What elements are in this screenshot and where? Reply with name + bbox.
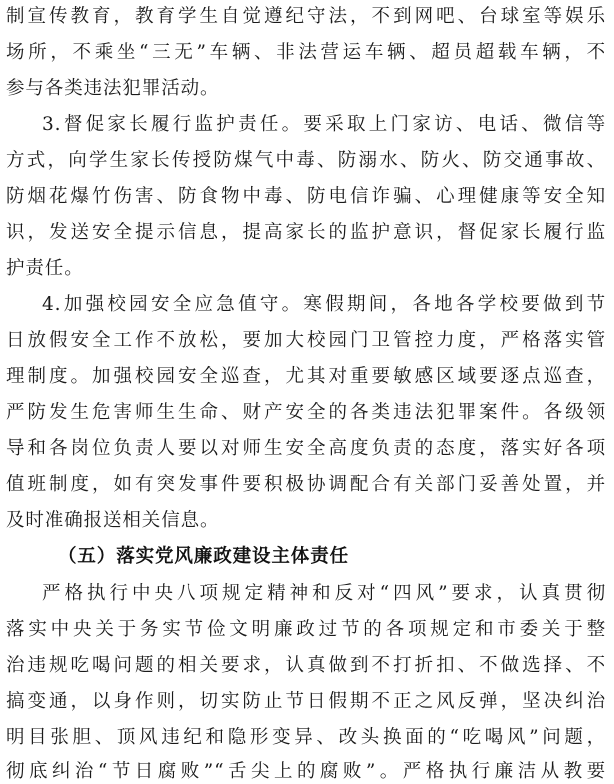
text-line: 场所，不乘坐“三无”车辆、非法营运车辆、超员超载车辆，不 (6, 42, 606, 63)
text-line: 及时准确报送相关信息。 (6, 510, 220, 531)
text-line: 导和各岗位负责人要以对师生安全高度负责的态度，落实好各项 (6, 438, 606, 459)
text-line: 参与各类违法犯罪活动。 (6, 78, 220, 99)
text-line: 方式，向学生家长传授防煤气中毒、防溺水、防火、防交通事故、 (6, 150, 606, 171)
text-line: 日放假安全工作不放松，要加大校园门卫管控力度，严格落实管 (6, 330, 606, 351)
text-line: 严防发生危害师生生命、财产安全的各类违法犯罪案件。各级领 (6, 402, 606, 423)
text-line: 明目张胆、顶风违纪和隐形变异、改头换面的“吃喝风”问题， (6, 727, 606, 748)
text-line: 落实中央关于务实节俭文明廉政过节的各项规定和市委关于整 (6, 619, 606, 640)
text-line: 搞变通，以身作则，切实防止节日假期不正之风反弹，坚决纠治 (6, 691, 606, 712)
text-line: 护责任。 (6, 258, 84, 279)
text-line: 制宣传教育，教育学生自觉遵纪守法，不到网吧、台球室等娱乐 (6, 6, 606, 27)
section-heading: （五）落实党风廉政建设主体责任 (58, 546, 350, 567)
text-line: 识，发送安全提示信息，提高家长的监护意识，督促家长履行监 (6, 222, 606, 243)
text-line: 彻底纠治“节日腐败”“舌尖上的腐败”。严格执行廉洁从教要 (6, 761, 606, 782)
text-line: 值班制度，如有突发事件要积极协调配合有关部门妥善处置，并 (6, 474, 606, 495)
text-line: 4.加强校园安全应急值守。寒假期间，各地各学校要做到节 (42, 294, 606, 315)
text-line: 3.督促家长履行监护责任。要采取上门家访、电话、微信等 (42, 114, 606, 135)
text-line: 防烟花爆竹伤害、防食物中毒、防电信诈骗、心理健康等安全知 (6, 186, 606, 207)
text-line: 严格执行中央八项规定精神和反对“四风”要求，认真贯彻 (42, 583, 606, 604)
text-line: 治违规吃喝问题的相关要求，认真做到不打折扣、不做选择、不 (6, 655, 606, 676)
text-line: 理制度。加强校园安全巡查，尤其对重要敏感区域要逐点巡查， (6, 366, 606, 387)
